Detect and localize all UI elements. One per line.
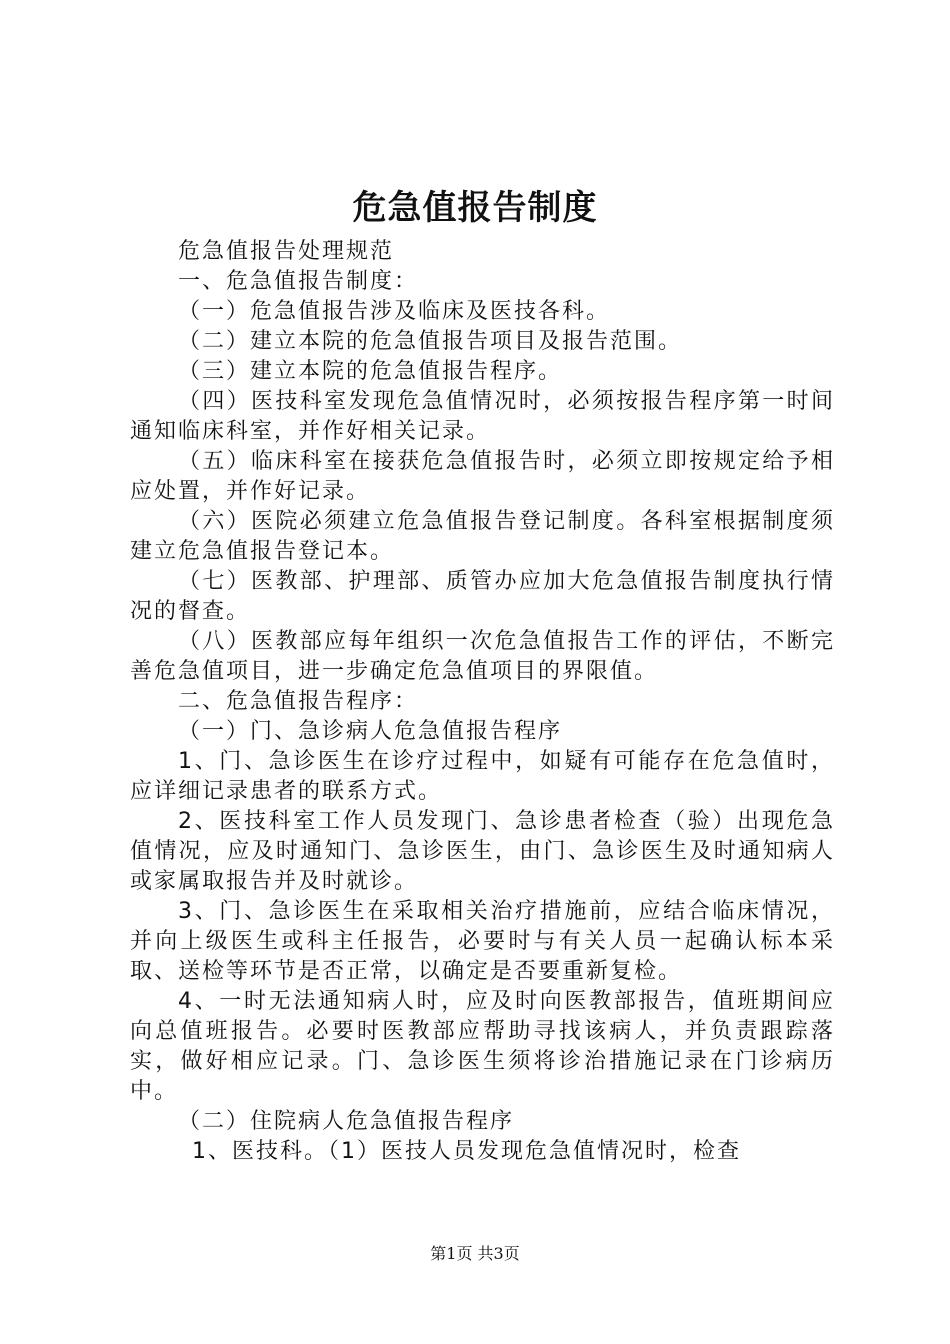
paragraph: （三）建立本院的危急值报告程序。 xyxy=(178,359,563,384)
paragraph: 1、门、急诊医生在诊疗过程中，如疑有可能存在危急值时，应详细记录患者的联系方式。 xyxy=(130,749,835,804)
paragraph: （一）门、急诊病人危急值报告程序 xyxy=(178,719,563,744)
paragraph: 一、危急值报告制度： xyxy=(178,269,419,294)
document-body xyxy=(130,237,835,1167)
document-title: 危急值报告制度 xyxy=(352,188,598,228)
paragraph: （五）临床科室在接获危急值报告时，必须立即按规定给予相应处置，并作好记录。 xyxy=(130,449,835,504)
paragraph: 1、医技科。（1）医技人员发现危急值情况时，检查 xyxy=(192,1139,741,1164)
paragraph: （二）住院病人危急值报告程序 xyxy=(178,1109,515,1134)
paragraph: （四）医技科室发现危急值情况时，必须按报告程序第一时间通知临床科室，并作好相关记录。 xyxy=(130,389,835,444)
page-footer: 第1页 共3页 xyxy=(430,1244,520,1263)
paragraph: 4、一时无法通知病人时，应及时向医教部报告，值班期间应向总值班报告。必要时医教部应帮助寻找该病人，并负责跟踪落实，做好相应记录。门、急诊医生须将诊治措施记录在门诊病历中。 xyxy=(130,989,835,1104)
paragraph: （一）危急值报告涉及临床及医技各科。 xyxy=(178,299,611,324)
paragraph: （七）医教部、护理部、质管办应加大危急值报告制度执行情况的督查。 xyxy=(130,569,835,624)
paragraph: （二）建立本院的危急值报告项目及报告范围。 xyxy=(178,329,683,354)
paragraph: 3、门、急诊医生在采取相关治疗措施前，应结合临床情况，并向上级医生或科主任报告，必要时与有关人员一起确认标本采取、送检等环节是否正常，以确定是否要重新复检。 xyxy=(130,899,835,984)
paragraph: （八）医教部应每年组织一次危急值报告工作的评估，不断完善危急值项目，进一步确定危急值项目的界限值。 xyxy=(130,629,835,684)
paragraph: （六）医院必须建立危急值报告登记制度。各科室根据制度须建立危急值报告登记本。 xyxy=(130,509,835,564)
paragraph: 2、医技科室工作人员发现门、急诊患者检查（验）出现危急值情况，应及时通知门、急诊医生，由门、急诊医生及时通知病人或家属取报告并及时就诊。 xyxy=(130,809,835,894)
paragraph: 危急值报告处理规范 xyxy=(178,239,395,264)
paragraph: 二、危急值报告程序： xyxy=(178,689,419,714)
